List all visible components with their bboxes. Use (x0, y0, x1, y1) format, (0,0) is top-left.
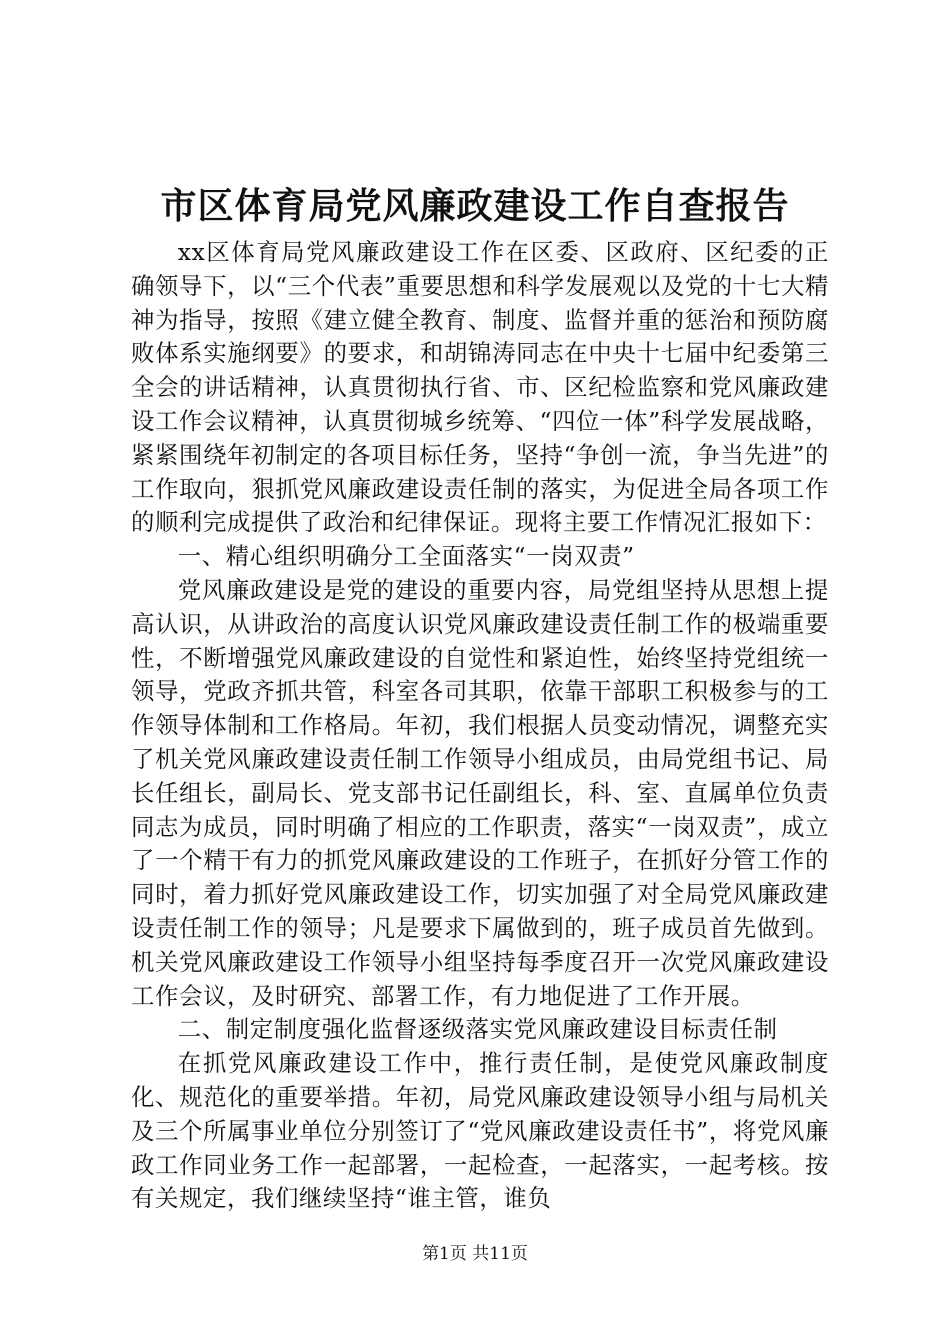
page-number-footer: 第1页 共11页 (422, 1244, 528, 1264)
section-2-paragraph: 在抓党风廉政建设工作中，推行责任制，是使党风廉政制度化、规范化的重要举措。年初，局党风廉政建设领导小组与局机关及三个所属事业单位分别签订了“党风廉政建设责任书”，将党风廉政工作同业务工作一起部署，一起检查，一起落实，一起考核。按有关规定，我们继续坚持“谁主管，谁负 (131, 1049, 829, 1213)
intro-paragraph: xx区体育局党风廉政建设工作在区委、区政府、区纪委的正确领导下，以“三个代表”重要思想和科学发展观以及党的十七大精神为指导，按照《建立健全教育、制度、监督并重的惩治和预防腐败体系实施纲要》的要求，和胡锦涛同志在中央十七届中纪委第三全会的讲话精神，认真贯彻执行省、市、区纪检监察和党风廉政建设工作会议精神，认真贯彻城乡统筹、“四位一体”科学发展战略，紧紧围绕年初制定的各项目标任务，坚持“争创一流，争当先进”的工作取向，狠抓党风廉政建设责任制的落实，为促进全局各项工作的顺利完成提供了政治和纪律保证。现将主要工作情况汇报如下： (131, 238, 829, 537)
section-1-paragraph: 党风廉政建设是党的建设的重要内容，局党组坚持从思想上提高认识，从讲政治的高度认识党风廉政建设责任制工作的极端重要性，不断增强党风廉政建设的自觉性和紧迫性，始终坚持党组统一领导，党政齐抓共管，科室各司其职，依靠干部职工积极参与的工作领导体制和工作格局。年初，我们根据人员变动情况，调整充实了机关党风廉政建设责任制工作领导小组成员，由局党组书记、局长任组长，副局长、党支部书记任副组长，科、室、直属单位负责同志为成员，同时明确了相应的工作职责，落实“一岗双责”，成立了一个精干有力的抓党风廉政建设的工作班子，在抓好分管工作的同时，着力抓好党风廉政建设工作，切实加强了对全局党风廉政建设责任制工作的领导；凡是要求下属做到的，班子成员首先做到。机关党风廉政建设工作领导小组坚持每季度召开一次党风廉政建设工作会议，及时研究、部署工作，有力地促进了工作开展。 (131, 575, 829, 1010)
section-heading-1: 一、精心组织明确分工全面落实“一岗双责” (177, 542, 635, 571)
section-heading-2: 二、制定制度强化监督逐级落实党风廉政建设目标责任制 (177, 1015, 778, 1044)
document-title: 市区体育局党风廉政建设工作自查报告 (160, 185, 790, 227)
document-body (131, 236, 829, 1216)
